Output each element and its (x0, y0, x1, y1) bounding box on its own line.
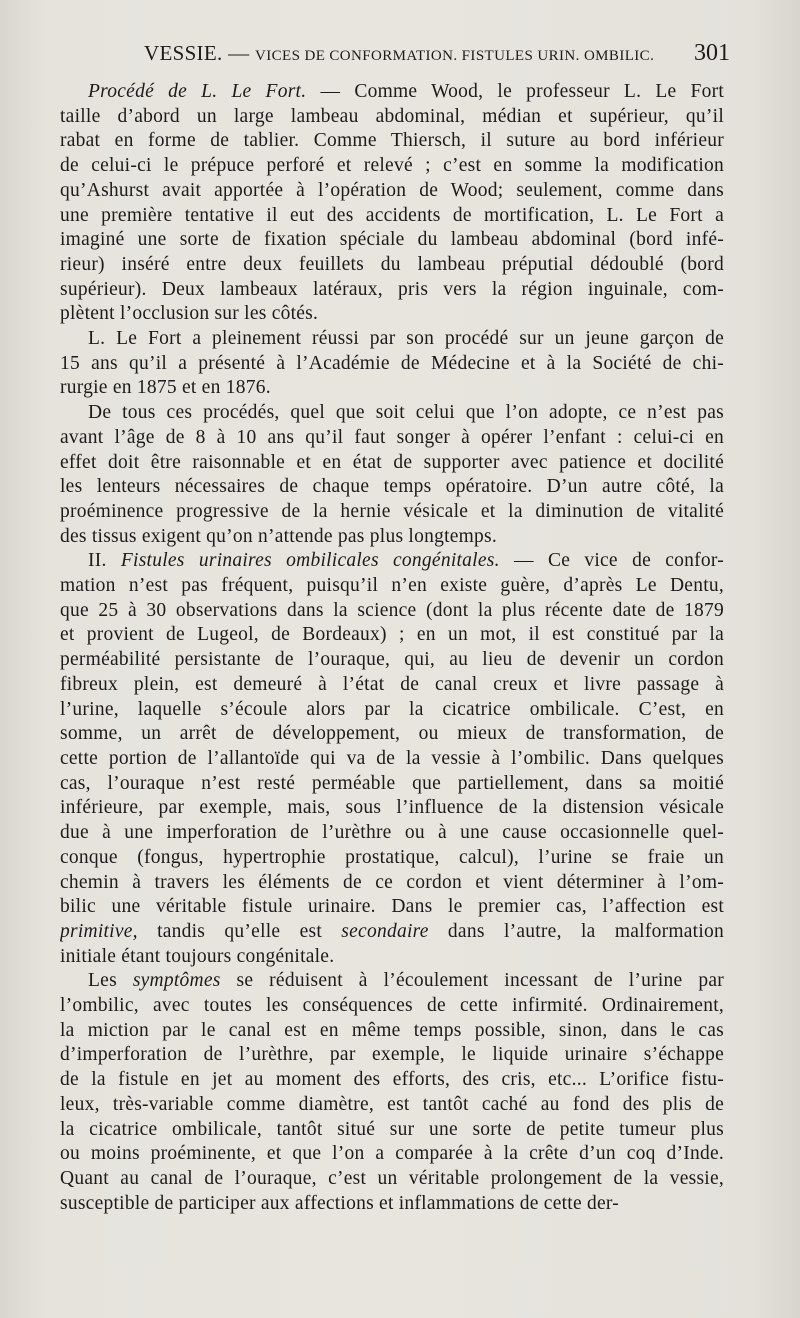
text-run: proéminence progressive de la hernie vésicale et la diminution de vitalité (60, 500, 724, 522)
text-run: 15 ans qu’il a présenté à l’Académie de Médecine et à la Société de chi- (60, 352, 724, 374)
text-line (60, 821, 724, 846)
text-run: taille d’abord un large lambeau abdominal, médian et supérieur, qu’il (60, 105, 724, 127)
paragraph (60, 327, 724, 401)
text-line (60, 327, 724, 352)
text-line (60, 500, 724, 525)
text-line (60, 253, 724, 278)
italic-text: Fistules urinaires ombilicales congénitales. (120, 550, 500, 572)
text-run: d’imperforation de l’urèthre, par exemple, le liquide urinaire s’échappe (60, 1044, 724, 1066)
text-run: perméabilité persistante de l’ouraque, qui, au lieu de devenir un cordon (60, 649, 724, 671)
text-line (60, 945, 724, 970)
text-line (60, 599, 724, 624)
running-header (64, 40, 730, 80)
text-run: effet doit être raisonnable et en état de supporter avec patience et docilité (60, 451, 724, 473)
text-line (60, 1118, 724, 1143)
text-run: qu’Ashurst avait apportée à l’opération de Wood; seulement, comme dans (60, 179, 724, 201)
text-line (60, 920, 724, 945)
paragraph (60, 969, 724, 1216)
text-run: inférieure, par exemple, mais, sous l’influence de la distension vésicale (60, 797, 724, 819)
text-run: — Ce vice de confor- (499, 550, 724, 572)
text-line (60, 648, 724, 673)
text-run: L. Le Fort a pleinement réussi par son procédé sur un jeune garçon de (88, 328, 724, 350)
running-title-dash: — (228, 41, 250, 65)
text-run: II. (88, 550, 121, 572)
text-line (60, 302, 724, 327)
text-line (60, 895, 724, 920)
text-line (60, 1142, 724, 1167)
text-run: que 25 à 30 observations dans la science (dont la plus récente date de 1879 (60, 599, 724, 621)
text-run: rieur) inséré entre deux feuillets du lambeau préputial dédoublé (bord (60, 253, 724, 275)
text-run: bilic une véritable fistule urinaire. Dans le premier cas, l’affection est (60, 896, 724, 918)
running-title (144, 41, 654, 66)
paragraph (60, 549, 724, 969)
body-text (60, 80, 724, 1216)
text-line (60, 426, 724, 451)
text-line (60, 969, 724, 994)
text-line (60, 204, 724, 229)
text-run: susceptible de participer aux affections et inflammations de cette der- (60, 1192, 619, 1214)
text-line (60, 278, 724, 303)
text-run: mation n’est pas fréquent, puisqu’il n’en existe guère, d’après Le Dentu, (60, 575, 724, 597)
text-line (60, 376, 724, 401)
text-line (60, 994, 724, 1019)
text-line (60, 1167, 724, 1192)
text-run: cette portion de l’allantoïde qui va de la vessie à l’ombilic. Dans quelques (60, 747, 724, 769)
text-line (60, 475, 724, 500)
text-run: plètent l’occlusion sur les côtés. (60, 303, 319, 325)
text-run: De tous ces procédés, quel que soit celui que l’on adopte, ce n’est pas (88, 402, 724, 424)
page-number: 301 (694, 40, 730, 66)
text-run: Les (88, 970, 133, 992)
text-line (60, 796, 724, 821)
text-run: la cicatrice ombilicale, tantôt situé sur une sorte de petite tumeur plus (60, 1118, 724, 1140)
text-run: l’ombilic, avec toutes les conséquences de cette infirmité. Ordinairement, (60, 995, 724, 1017)
text-line (60, 451, 724, 476)
text-line (60, 698, 724, 723)
text-run: rabat en forme de tablier. Comme Thiersch, il suture au bord inférieur (60, 130, 724, 152)
text-line (60, 129, 724, 154)
text-line (60, 673, 724, 698)
text-run: chemin à travers les éléments de ce cordon et vient déterminer à l’om- (60, 871, 724, 893)
text-run: des tissus exigent qu’on n’attende pas plus longtemps. (60, 525, 498, 547)
text-line (60, 154, 724, 179)
text-line (60, 401, 724, 426)
text-run: la miction par le canal est en même temps possible, sinon, dans le cas (60, 1019, 724, 1041)
text-line (60, 623, 724, 648)
paragraph (60, 401, 724, 549)
italic-text: symptômes (132, 970, 221, 992)
paragraph (60, 80, 724, 327)
text-line (60, 747, 724, 772)
text-run: imaginé une sorte de fixation spéciale du lambeau abdominal (bord infé- (60, 229, 724, 251)
text-run: les lenteurs nécessaires de chaque temps opératoire. D’un autre côté, la (60, 476, 724, 498)
text-line (60, 871, 724, 896)
text-line (60, 105, 724, 130)
text-run: l’urine, laquelle s’écoule alors par la cicatrice ombilicale. C’est, en (60, 698, 724, 720)
text-run: ou moins proéminente, et que l’on a comparée à la crête d’un coq d’Inde. (60, 1143, 724, 1165)
text-line (60, 525, 724, 550)
text-line (60, 228, 724, 253)
text-line (60, 80, 724, 105)
text-run: de la fistule en jet au moment des efforts, des cris, etc... L’orifice fistu- (60, 1069, 724, 1091)
text-line (60, 1068, 724, 1093)
text-run: supérieur). Deux lambeaux latéraux, pris vers la région inguinale, com- (60, 278, 724, 300)
text-run: somme, un arrêt de développement, ou mieux de transformation, de (60, 723, 724, 745)
running-title-rest: VICES DE CONFORMATION. FISTULES URIN. OMBILIC. (254, 48, 655, 64)
text-line (60, 772, 724, 797)
text-run: de celui-ci le prépuce perforé et relevé ; c’est en somme la modification (60, 155, 724, 177)
running-title-main: VESSIE. (144, 41, 223, 65)
text-run: avant l’âge de 8 à 10 ans qu’il faut songer à opérer l’enfant : celui-ci en (60, 426, 724, 448)
text-run: se réduisent à l’écoulement incessant de l’urine par (220, 970, 724, 992)
text-line (60, 1019, 724, 1044)
text-run: tandis qu’elle est (137, 920, 342, 942)
text-line (60, 179, 724, 204)
text-run: leux, très-variable comme diamètre, est tantôt caché au fond des plis de (60, 1093, 724, 1115)
text-run: conque (fongus, hypertrophie prostatique, calcul), l’urine se fraie un (60, 846, 724, 868)
text-run: rurgie en 1875 et en 1876. (60, 377, 271, 399)
text-run: une première tentative il eut des accidents de mortification, L. Le Fort a (60, 204, 724, 226)
text-run: fibreux plein, est demeuré à l’état de canal creux et livre passage à (60, 673, 724, 695)
text-run: et provient de Lugeol, de Bordeaux) ; en un mot, il est constitué par la (60, 624, 724, 646)
text-line (60, 1093, 724, 1118)
text-line (60, 352, 724, 377)
text-line (60, 549, 724, 574)
text-run: dans l’autre, la malformation (428, 920, 724, 942)
text-line (60, 1192, 724, 1217)
text-line (60, 722, 724, 747)
text-line (60, 574, 724, 599)
text-run: Quant au canal de l’ouraque, c’est un véritable prolongement de la vessie, (60, 1167, 724, 1189)
text-run: — Comme Wood, le professeur L. Le Fort (306, 81, 724, 102)
text-line (60, 846, 724, 871)
text-run: due à une imperforation de l’urèthre ou à une cause occasionnelle quel- (60, 822, 724, 844)
text-line (60, 1043, 724, 1068)
italic-text: Procédé de L. Le Fort. (88, 81, 307, 102)
italic-text: primitive, (60, 920, 138, 942)
italic-text: secondaire (341, 920, 429, 942)
text-run: initiale étant toujours congénitale. (60, 945, 335, 967)
text-run: cas, l’ouraque n’est resté perméable que partiellement, dans sa moitié (60, 772, 724, 794)
